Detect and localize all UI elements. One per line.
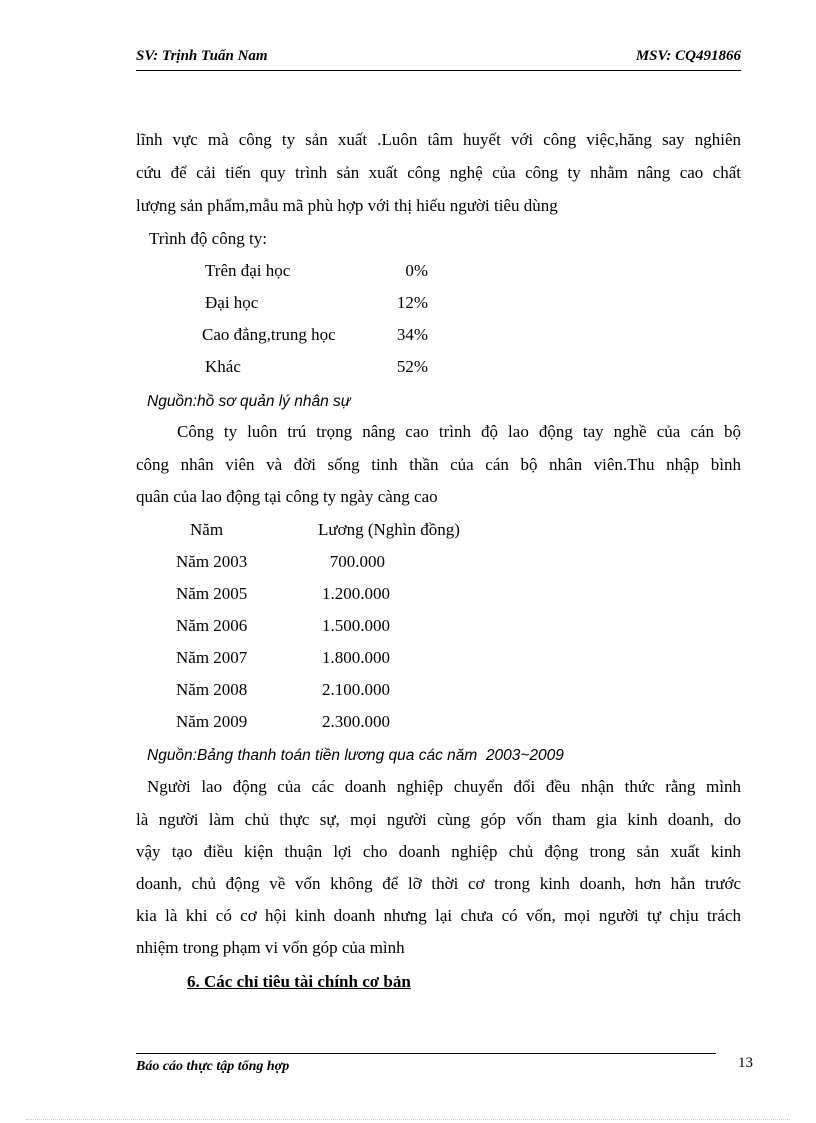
footer-rule — [136, 1053, 716, 1054]
intro-line: lĩnh vực mà công ty sản xuất .Luôn tâm huyết với công việc,hăng say nghiên — [136, 130, 741, 149]
page-bottom-dotted-line — [26, 1119, 790, 1120]
salary-source: Nguồn:Bảng thanh toán tiền lương qua các năm 2003~2009 — [147, 747, 564, 764]
student-name: SV: Trịnh Tuấn Nam — [136, 48, 268, 64]
intro-line: lượng sản phẩm,mẫu mã phù hợp với thị hiếu người tiêu dùng — [136, 196, 558, 215]
closing-line: Người lao động của các doanh nghiệp chuyển đổi đều nhận thức rằng mình — [147, 777, 741, 796]
salary-col-year: Năm — [190, 520, 224, 539]
closing-line: là người làm chủ thực sự, mọi người cùng góp vốn tham gia kinh doanh, do — [136, 810, 741, 829]
education-value: 0% — [405, 261, 428, 280]
salary-year: Năm 2007 — [176, 648, 248, 667]
salary-value: 2.300.000 — [322, 712, 390, 731]
salary-col-salary: Lương (Nghìn đồng) — [318, 520, 460, 539]
salary-year: Năm 2009 — [176, 712, 248, 731]
footer-title: Báo cáo thực tập tổng hợp — [136, 1059, 290, 1074]
salary-value: 1.800.000 — [322, 648, 390, 667]
salary-year: Năm 2008 — [176, 680, 248, 699]
page-header — [136, 48, 741, 71]
education-value: 12% — [396, 293, 428, 312]
income-line: quân của lao động tại công ty ngày càng cao — [136, 487, 438, 506]
salary-value: 2.100.000 — [322, 680, 390, 699]
salary-year: Năm 2005 — [176, 584, 248, 603]
income-line: công nhân viên và đời sống tinh thần của cán bộ nhân viên.Thu nhập bình — [136, 455, 741, 474]
closing-line: kia là khi có cơ hội kinh doanh nhưng lại chưa có vốn, mọi người tự chịu trách — [136, 906, 741, 925]
education-source: Nguồn:hồ sơ quản lý nhân sự — [147, 393, 351, 410]
closing-line: doanh, chủ động về vốn không để lỡ thời cơ trong kinh doanh, hơn hẳn trước — [136, 874, 741, 893]
closing-line: vậy tạo điều kiện thuận lợi cho doanh nghiệp chủ động trong sản xuất kinh — [136, 842, 741, 861]
closing-line: nhiệm trong phạm vi vốn góp của mình — [136, 938, 405, 957]
salary-year: Năm 2003 — [176, 552, 248, 571]
salary-year: Năm 2006 — [176, 616, 248, 635]
education-title: Trình độ công ty: — [149, 229, 267, 248]
education-value: 52% — [396, 357, 428, 376]
education-label: Cao đẳng,trung học — [202, 325, 336, 344]
section-heading: 6. Các chỉ tiêu tài chính cơ bản — [187, 972, 411, 991]
student-id: MSV: CQ491866 — [635, 48, 741, 64]
education-value: 34% — [396, 325, 428, 344]
salary-value: 1.200.000 — [322, 584, 390, 603]
salary-value: 700.000 — [329, 552, 385, 571]
education-label: Trên đại học — [205, 261, 291, 280]
intro-line: cứu để cải tiến quy trình sản xuất công nghệ của công ty nhằm nâng cao chất — [136, 163, 741, 182]
education-label: Khác — [205, 357, 241, 376]
education-label: Đại học — [205, 293, 259, 312]
salary-value: 1.500.000 — [322, 616, 390, 635]
page-number: 13 — [738, 1055, 753, 1071]
income-line: Công ty luôn trú trọng nâng cao trình độ lao động tay nghề của cán bộ — [177, 422, 741, 441]
